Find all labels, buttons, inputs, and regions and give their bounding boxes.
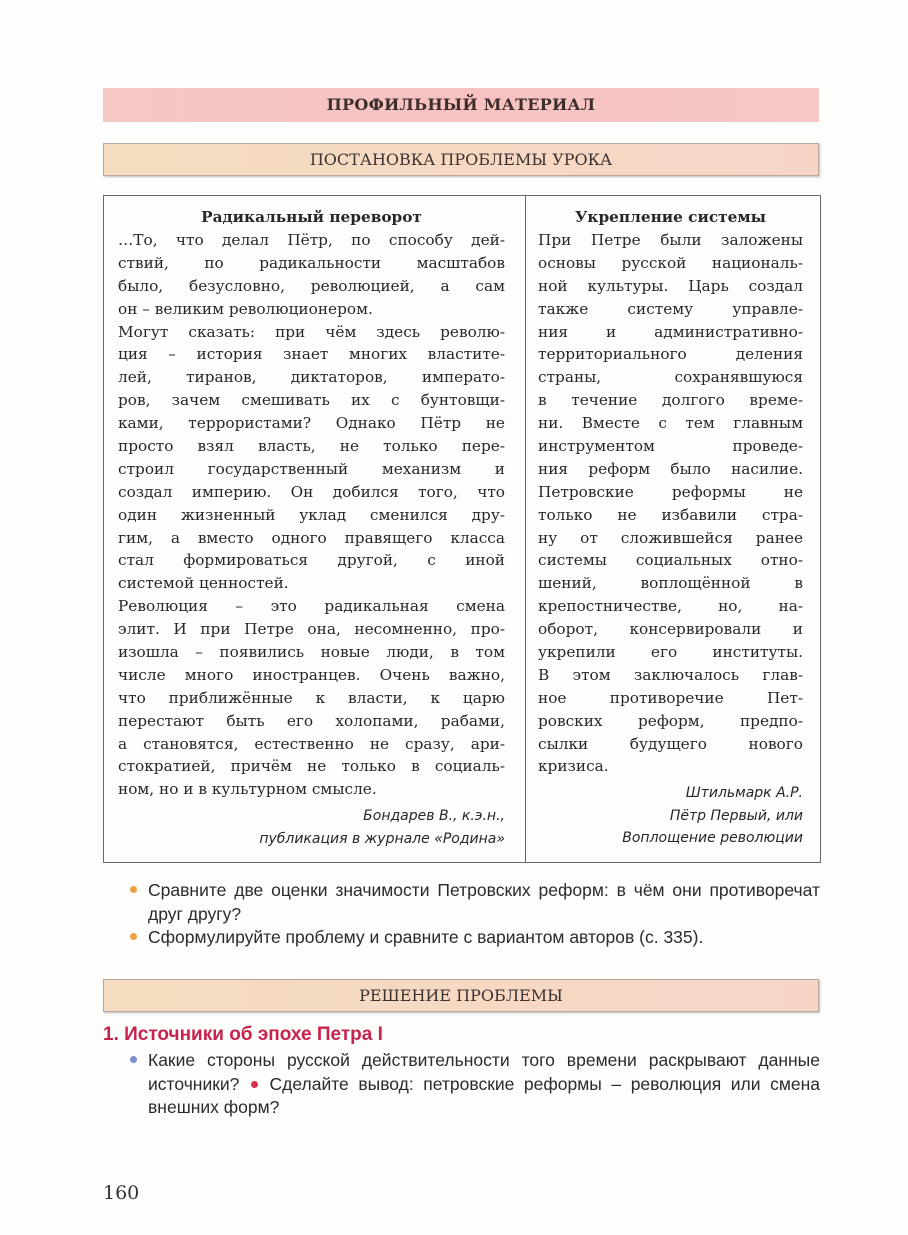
left-quote-line: стократией, причём не только в социаль-	[118, 757, 505, 776]
left-attribution-author: Бондарев В., к.э.н.,	[363, 808, 505, 825]
left-quote-line: системой ценностей.	[118, 574, 289, 593]
left-quote-line: ров, зачем смешивать их с бунтовщи-	[118, 391, 505, 410]
right-quote-line: кризиса.	[538, 757, 609, 776]
left-quote-line: один жизненный уклад сменился дру-	[118, 505, 505, 524]
right-quote-line: системы социальных отно-	[538, 551, 803, 570]
question-conclusion: Сделайте вывод: петровские реформы – революция или смена внешних форм?	[148, 1073, 820, 1117]
profile-material-banner: ПРОФИЛЬНЫЙ МАТЕРИАЛ	[103, 88, 819, 122]
left-quote-line: лей, тиранов, диктаторов, императо-	[118, 368, 505, 387]
right-quote-line: сылки будущего нового	[538, 734, 803, 753]
problem-solution-banner: РЕШЕНИЕ ПРОБЛЕМЫ	[103, 979, 819, 1012]
blue-bullet-icon	[130, 1056, 137, 1063]
left-quote-line: ция – история знает многих властите-	[118, 345, 505, 364]
right-attribution-title1: Пётр Первый, или	[669, 807, 803, 824]
right-attribution-author: Штильмарк А.Р.	[685, 785, 803, 802]
left-quote-line: ствий, по радикальности масштабов	[118, 253, 505, 272]
left-quote-line: гим, а вместо одного правящего класса	[118, 528, 505, 547]
left-quote-line: что приближённые к власти, к царю	[118, 688, 505, 707]
left-attribution-source: публикация в журнале «Родина»	[259, 830, 505, 847]
left-quote-line: перестают быть его холопами, рабами,	[118, 711, 505, 730]
right-quote-line: ния реформ было насилие.	[538, 459, 803, 478]
left-quote-line: изошла – появились новые люди, в том	[118, 643, 505, 662]
problem-statement-banner: ПОСТАНОВКА ПРОБЛЕМЫ УРОКА	[103, 143, 819, 176]
left-quote-line: просто взял власть, не только пере-	[118, 437, 505, 456]
left-quote-line: …То, что делал Пётр, по способу дей-	[118, 231, 505, 249]
right-quote-line: ни. Вместе с тем главным	[538, 414, 803, 433]
page-number: 160	[103, 1182, 140, 1204]
right-attribution-title2: Воплощение революции	[622, 830, 803, 847]
orange-bullet-icon	[130, 933, 137, 940]
right-quote-line: ровских реформ, предпо-	[538, 711, 803, 730]
right-quote-line: ное противоречие Пет-	[538, 688, 803, 707]
left-quote-line: стал формироваться другой, с иной	[118, 551, 505, 570]
left-quote-line: создал империю. Он добился того, что	[118, 482, 505, 501]
question-aspects: Какие стороны русской действительности того времени раскрывают данные источники?	[148, 1050, 820, 1094]
right-quote-line: страны, сохранявшуюся	[538, 368, 803, 387]
right-quote-line: ну от сложившейся ранее	[538, 528, 803, 547]
right-quote-line: крепостничестве, но, на-	[538, 597, 803, 616]
right-quote-line: Петровские реформы не	[538, 482, 803, 501]
left-quote-line: Революция – это радикальная смена	[118, 597, 505, 616]
right-quote-line: ния и административно-	[538, 322, 803, 341]
right-quote-line: ной культуры. Царь создал	[538, 276, 803, 295]
left-quote-line: ками, террористами? Однако Пётр не	[118, 414, 505, 433]
right-quote-line: укрепили его институты.	[538, 643, 803, 662]
left-quote-line: он – великим революционером.	[118, 299, 373, 318]
right-quote-line: оборот, консервировали и	[538, 620, 803, 639]
left-quote-line: числе много иностранцев. Очень важно,	[118, 665, 505, 684]
right-quote-column	[538, 206, 803, 850]
question-formulate: Сформулируйте проблему и сравните с вариантом авторов (с. 335).	[148, 927, 704, 947]
question-compare: Сравните две оценки значимости Петровских реформ: в чём они противоречат друг другу?	[148, 880, 820, 924]
right-quote-line: шений, воплощённой в	[538, 574, 803, 593]
right-quote-line: также систему управле-	[538, 299, 803, 318]
section-heading: 1. Источники об эпохе Петра I	[103, 1024, 383, 1045]
right-quote-line: только не избавили стра-	[538, 505, 803, 524]
right-quote-line: основы русской националь-	[538, 253, 803, 272]
left-quote-line: строил государственный механизм и	[118, 459, 505, 478]
left-quote-line: было, безусловно, революцией, а сам	[118, 276, 505, 295]
column-divider	[525, 195, 526, 862]
left-quote-line: Могут сказать: при чём здесь револю-	[118, 322, 505, 341]
right-quote-line: В этом заключалось глав-	[538, 665, 803, 684]
red-bullet-icon	[251, 1081, 258, 1088]
orange-bullet-icon	[130, 886, 137, 893]
right-quote-line: При Петре были заложены	[538, 231, 803, 249]
left-quote-title: Радикальный переворот	[201, 208, 422, 226]
left-quote-column	[118, 206, 505, 850]
section-question	[148, 1049, 820, 1120]
right-quote-line: в течение долгого време-	[538, 391, 803, 410]
right-quote-line: инструментом проведе-	[538, 437, 803, 456]
left-quote-line: элит. И при Петре она, несомненно, про-	[118, 620, 505, 639]
right-quote-title: Укрепление системы	[574, 208, 766, 226]
left-quote-line: а становятся, естественно не сразу, ари-	[118, 734, 505, 753]
right-quote-line: территориального деления	[538, 345, 803, 364]
left-quote-line: ном, но и в культурном смысле.	[118, 780, 377, 799]
